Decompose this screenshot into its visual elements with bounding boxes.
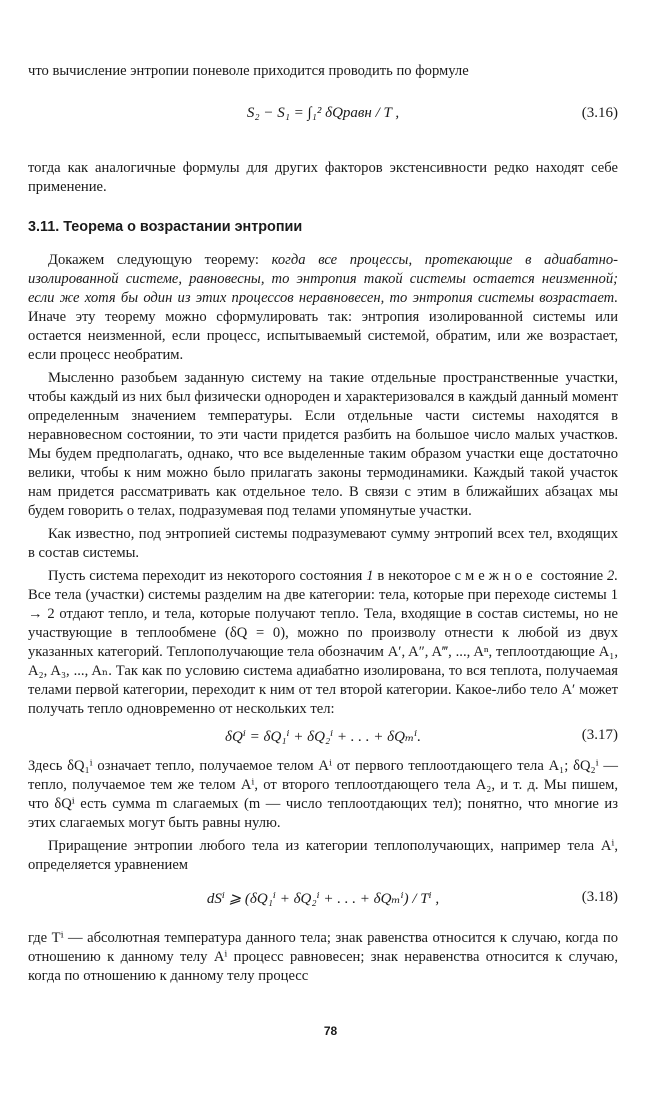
partition-paragraph: Мысленно разобьем заданную систему на такие отдельные пространственные участки, чтобы каждый из них был физически однороден и характеризовался в каждый данный момент определенным значением температуры. Если отдельные части системы находятся в неравновесном состоянии, то эти части придется разбить на большое число малых участков. Мы будем предполагать, однако, что все выделенные таким образом участки еще достаточно велики, чтобы к ним можно было прилагать законы термодинамики. Каждый такой участок нам придется рассматривать как отдельное тело. В связи с этим в ближайших абзацах мы будем говорить о телах, подразумевая под телами упомянутые участки. — [28, 370, 618, 519]
entropy-increment-paragraph: Приращение энтропии любого тела из категории теплополучающих, например тела Aⁱ, определяется уравнением — [28, 838, 618, 873]
formula-3-16-expr: S₂ − S₁ = ∫₁² δQравн / T , — [246, 105, 400, 121]
transition-paragraph — [28, 567, 618, 719]
theorem-paragraph — [28, 251, 618, 365]
entropy-sum-paragraph: Как известно, под энтропией системы подразумевают сумму энтропий всех тел, входящих в состав системы. — [28, 526, 618, 561]
theorem-statement: когда все процессы, протекающие в адиабатно-изолированной системе, равновесны, то энтропия такой системы остается неизменной; если же хотя бы один из этих процессов неравновесен, то энтропия системы возрастает. — [28, 252, 618, 306]
state-1: 1 — [366, 568, 374, 584]
formula-3-17 — [28, 719, 618, 757]
transition-text-a: Пусть система переходит из некоторого состояния — [48, 568, 367, 584]
spaced-word: смежное — [454, 568, 537, 584]
formula-3-18-expr: dSⁱ ⩾ (δQ₁ⁱ + δQ₂ⁱ + . . . + δQₘⁱ) / Tⁱ , — [206, 891, 440, 907]
page-body — [28, 62, 618, 986]
formula-3-18-number: (3.18) — [581, 889, 618, 905]
temperature-paragraph: где Tⁱ — абсолютная температура данного тела; знак равенства относится к случаю, когда по отношению к данному телу Aⁱ процесс равновесен; знак неравенства относится к случаю, когда по отношению к данному телу процесс — [28, 930, 618, 984]
theorem-restatement: Иначе эту теорему можно сформулировать так: энтропия изолированной системы или остается неизменной, если процесс, испытываемый системой, обратим, или же возрастает, если процесс необратим. — [28, 309, 618, 363]
state-2: 2. — [607, 568, 618, 584]
page-number: 78 — [323, 1024, 338, 1038]
formula-3-16-number: (3.16) — [581, 105, 618, 121]
formula-3-17-expr: δQⁱ = δQ₁ⁱ + δQ₂ⁱ + . . . + δQₘⁱ. — [225, 729, 421, 745]
transition-text-d: Все тела (участки) системы разделим на две категории: тела, которые при переходе системы 1 → 2 отдают тепло, и тела, которые получают тепло. Тела, входящие в состав системы, но не участвующие в теплообмене (δQ = 0), можно по произволу отнести к любой из двух указанных категорий. Теплополучающие тела обозначим A′, A″, A‴, ..., Aⁿ, теплоотдающие A₁, A₂, A₃, ..., Aₙ. Так как по условию система адиабатно изолирована, то вся теплота, получаемая телами первой категории, переходит к ним от тел второй категории. Какое-либо тело A′ может получать тепло одновременно от нескольких тел: — [28, 587, 618, 717]
transition-text-c: состояние — [536, 568, 608, 584]
after-formula-text: тогда как аналогичные формулы для других факторов экстенсивности редко находят себе применение. — [28, 160, 618, 195]
intro-text: что вычисление энтропии поневоле приходится проводить по формуле — [28, 63, 469, 79]
transition-text-b: в некоторое — [373, 568, 455, 584]
section-heading: 3.11. Теорема о возрастании энтропии — [28, 219, 303, 235]
heat-terms-paragraph: Здесь δQ₁ⁱ означает тепло, получаемое телом Aⁱ от первого теплоотдающего тела A₁; δQ₂ⁱ — тепло, получаемое тем же телом Aⁱ, от второго теплоотдающего тела A₂, и т. д. Мы пишем, что δQⁱ есть сумма m слагаемых (m — число теплоотдающих тел); понятно, что многие из этих слагаемых могут быть равны нулю. — [28, 758, 618, 831]
theorem-lead: Докажем следующую теорему: — [48, 252, 272, 268]
formula-3-18 — [28, 875, 618, 929]
formula-3-17-number: (3.17) — [581, 727, 618, 743]
formula-3-16 — [28, 81, 618, 159]
